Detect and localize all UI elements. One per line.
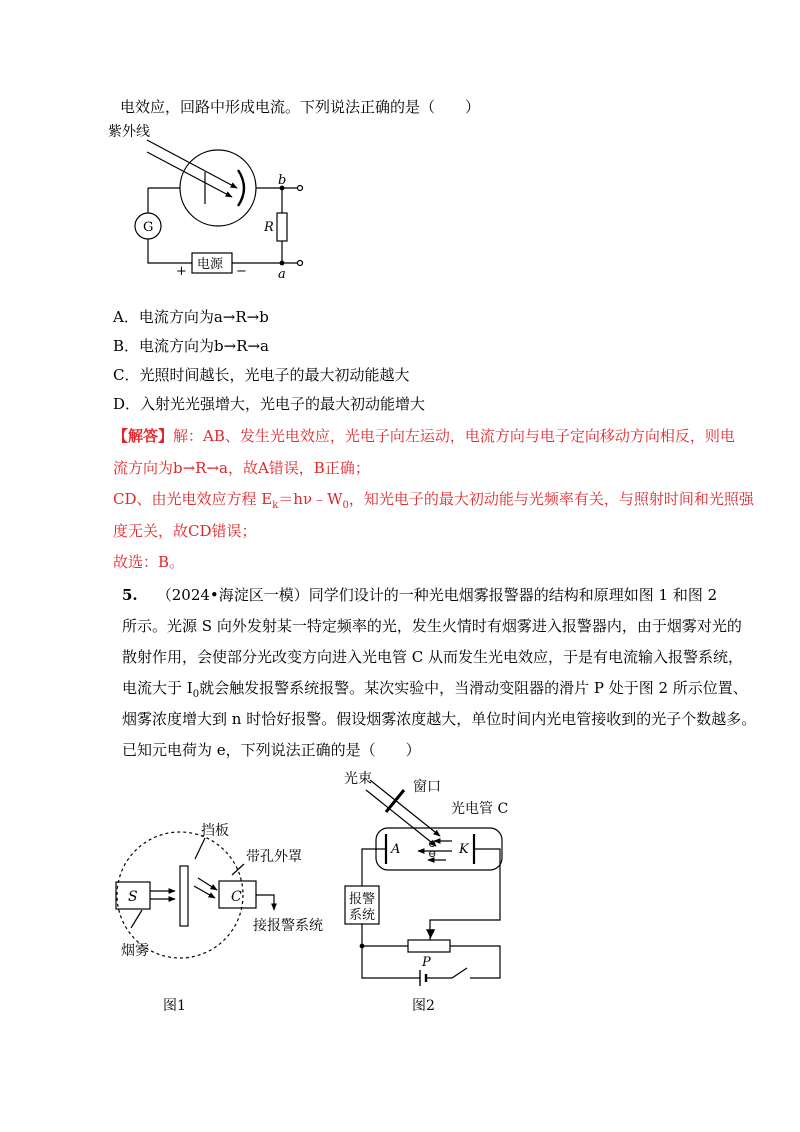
node-a-label: a (278, 267, 286, 282)
q5-number: 5. (122, 586, 138, 604)
smoke-label: 烟雾 (121, 943, 149, 959)
slider-label: P (422, 955, 431, 970)
minus-sign: − (236, 264, 247, 279)
q5-line-2: 所示。光源 S 向外发射某一特定频率的光，发生火情时有烟雾进入报警器内，由于烟雾对光的 (122, 617, 742, 635)
terminal-a (298, 261, 303, 266)
answer-text-1: 解：AB、发生光电效应，光电子向左运动，电流方向与电子定向移动方向相反，则电 (173, 427, 735, 445)
q5-text-4b: 就会触发报警系统报警。某次实验中，当滑动变阻器的滑片 P 处于图 2 所示位置、 (199, 679, 748, 697)
resistor-R (277, 213, 287, 241)
alarm-label-1: 报警 (349, 892, 376, 907)
answer-text-3a: CD、由光电效应方程 E (113, 490, 273, 508)
q5-text-4a: 电流大于 I (122, 679, 193, 697)
resistor-label: R (264, 220, 274, 235)
q4-option-d: D．入射光光强增大，光电子的最大初动能增大 (113, 395, 426, 413)
q4-circuit-figure (135, 140, 303, 273)
q4-stem-tail: 电效应，回路中形成电流。下列说法正确的是（ ） (120, 98, 481, 116)
cathode-plate (238, 170, 244, 206)
q4-answer-line-1 (113, 426, 735, 446)
window-label: 窗口 (413, 779, 441, 795)
q4-option-b: B．电流方向为b→R→a (113, 337, 269, 355)
answer-sub-0: 0 (342, 500, 349, 511)
q4-option-a: A．电流方向为a→R→b (113, 308, 269, 326)
fig1-caption: 图1 (163, 998, 186, 1014)
beam-label: 光束 (344, 771, 372, 787)
q5-sub-0: 0 (192, 689, 200, 700)
q4-answer-line-3 (113, 489, 754, 516)
alarm-label-2: 系统 (349, 908, 376, 923)
tube-C-label: C (231, 889, 242, 905)
answer-tag: 【解答】 (113, 427, 174, 445)
q4-answer-line-2: 流方向为b→R→a，故A错误，B正确； (113, 459, 370, 477)
uv-ray (147, 152, 232, 197)
node-b-label: b (278, 173, 287, 188)
plus-sign: + (176, 264, 187, 279)
terminal-b (298, 186, 303, 191)
cathode-label: K (459, 842, 469, 857)
switch (452, 968, 467, 978)
electron-mark: ⊖ (428, 849, 437, 860)
q5-text-1: （2024•海淀区一模）同学们设计的一种光电烟雾报警器的结构和原理如图 1 和图 2 (156, 586, 718, 604)
q5-line-6: 已知元电荷为 e，下列说法正确的是（ ） (122, 741, 421, 759)
fig2-caption: 图2 (412, 998, 435, 1014)
electron-mark: ⊖ (428, 839, 437, 850)
anode-label: A (391, 842, 401, 857)
source-S-label: S (128, 889, 138, 905)
uv-ray (147, 140, 237, 188)
q4-answer-line-5: 故选：B。 (113, 553, 185, 571)
power-label: 电源 (197, 257, 224, 272)
answer-text-3b: ＝hν﹣W (278, 490, 343, 508)
q5-line-5: 烟雾浓度增大到 n 时恰好报警。假设烟雾浓度越大，单位时间内光电管接收到的光子个数越多。 (122, 710, 757, 728)
galvanometer-label: G (143, 220, 154, 235)
slider-arrow: ▼ (426, 926, 436, 940)
q5-line-3: 散射作用，会使部分光改变方向进入光电管 C 从而发生光电效应，于是有电流输入报警系统， (122, 648, 744, 666)
answer-text-3c: ，知光电子的最大初动能与光频率有关，与照射时间和光照强 (348, 490, 754, 508)
rheostat (408, 940, 450, 952)
q4-option-c: C．光照时间越长，光电子的最大初动能越大 (113, 366, 410, 384)
cover-label: 带孔外罩 (246, 849, 302, 865)
window (386, 790, 404, 812)
q5-line-1 (122, 585, 717, 605)
q4-answer-line-4: 度无关，故CD错误； (113, 522, 257, 540)
alarm-link-label: 接报警系统 (253, 918, 323, 934)
uv-label: 紫外线 (108, 124, 150, 140)
baffle-label: 挡板 (201, 823, 229, 839)
answer-sub-k: k (272, 500, 279, 511)
q5-line-4 (122, 678, 748, 705)
baffle (180, 866, 188, 926)
tube-label: 光电管 C (451, 801, 509, 817)
